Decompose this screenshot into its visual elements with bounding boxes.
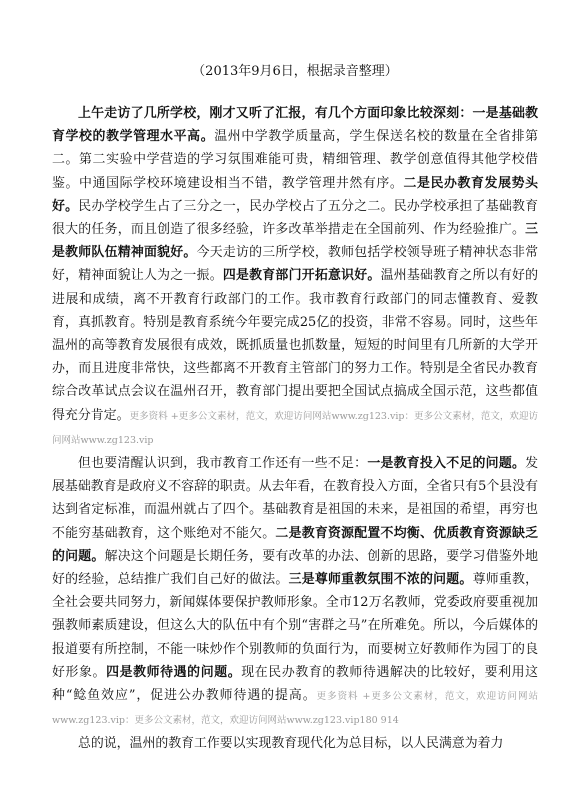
watermark-text: 更多资料 +更多公文素材，范文，欢迎访问网站www.zg123.vip：更多公文素材，范文，欢迎访问网站www.zg123.vip180 914 [52, 691, 538, 727]
text-run: 发展基础教育是政府义不容辞的职责。从去年看，在教育投入方面，全省只有5个县没有达到省定标准，而温州就占了四个。基础教育是祖国的未来，是祖国的希望，再穷也不能穷基础教育，这个账绝对不能欠。 [52, 456, 539, 541]
text-run: 温州基础教育之所以有好的进展和成绩，离不开教育行政部门的工作。我市教育行政部门的同志懂教育、爱教育，真抓教育。特别是教育系统今年要完成25亿的投资，非常不容易。同时，这些年温州的高等教育发展很有成效，既抓质量也抓数量，短短的时间里有几所新的大学开办，而且进度非常快，这些都离不开教育主管部门的努力工作。特别是全省民办教育综合改革试点会议在温州召开，教育部门提出要把全国试点搞成全国示范，这些都值得充分肯定。 [52, 268, 539, 423]
text-run: 三是教师队伍精神面貌好。 [52, 222, 538, 261]
text-run: 尊师重教，全社会要共同努力，新闻媒体要保护教师形象。全市12万名教师，党委政府要重视加强教师素质建设，但这么大的队伍中有个别“害群之马”在所难免。所以，今后媒体的报道要有所控制，不能一味炒作个别教师的负面行为，而要树立好教师作为园丁的良好形象。 [52, 572, 539, 680]
text-run: 二是教育资源配置不均衡、优质教育资源缺乏的问题。 [52, 525, 539, 564]
text-run: 但也要清醒认识到，我市教育工作还有一些不足： [78, 456, 368, 472]
paragraph-2 [52, 452, 538, 732]
text-run: 温州中学教学质量高，学生保送名校的数量在全省排第二。第二实验中学营造的学习氛围难能可贵，精细管理、教学创意值得其他学校借鉴。中通国际学校环境建设相当不错，教学管理井然有序。 [52, 129, 539, 191]
text-run: 上午走访了几所学校，刚才又听了汇报，有几个方面印象比较深刻： [78, 106, 473, 121]
text-run: 二是民办教育发展势头好。 [52, 175, 538, 214]
text-run: 民办学校学生占了三分之一，民办学校占了五分之二。民办学校承担了基础教育很大的任务，而且创造了很多经验，许多改革举措走在全国前列、作为经验推广。 [52, 198, 539, 238]
text-run: 四是教育部门开拓意识好。 [222, 268, 381, 284]
text-run: 一是教育投入不足的问题。 [367, 456, 526, 472]
text-run: 一是基础教育学校的教学管理水平高。 [52, 106, 539, 145]
text-run: 四是教师待遇的问题。 [106, 664, 242, 680]
text-run: 现在民办教育的教师待遇解决的比较好，要利用这种“鲶鱼效应”，促进公办教师待遇的提高。 [52, 664, 539, 704]
text-run: 三是尊师重教氛围不浓的问题。 [288, 572, 473, 588]
paragraph-3 [52, 732, 538, 755]
text-run: 今天走访的三所学校，教师包括学校领导班子精神状态非常好，精神面貌让人为之一振。 [52, 245, 539, 284]
date-line: （2013年9月6日，根据录音整理） [192, 64, 398, 79]
paragraph-1 [52, 102, 538, 452]
watermark-text: 更多资料 +更多公文素材，范文，欢迎访问网站www.zg123.vip：更多公文素材，范文，欢迎访问网站www.zg123.vip [52, 410, 539, 446]
text-run: 总的说，温州的教育工作要以实现教育现代化为总目标，以人民满意为着力 [78, 736, 504, 752]
text-run: 解决这个问题是长期任务，要有改革的办法、创新的思路，要学习借鉴外地好的经验，总结推广我们自己好的做法。 [52, 548, 539, 588]
